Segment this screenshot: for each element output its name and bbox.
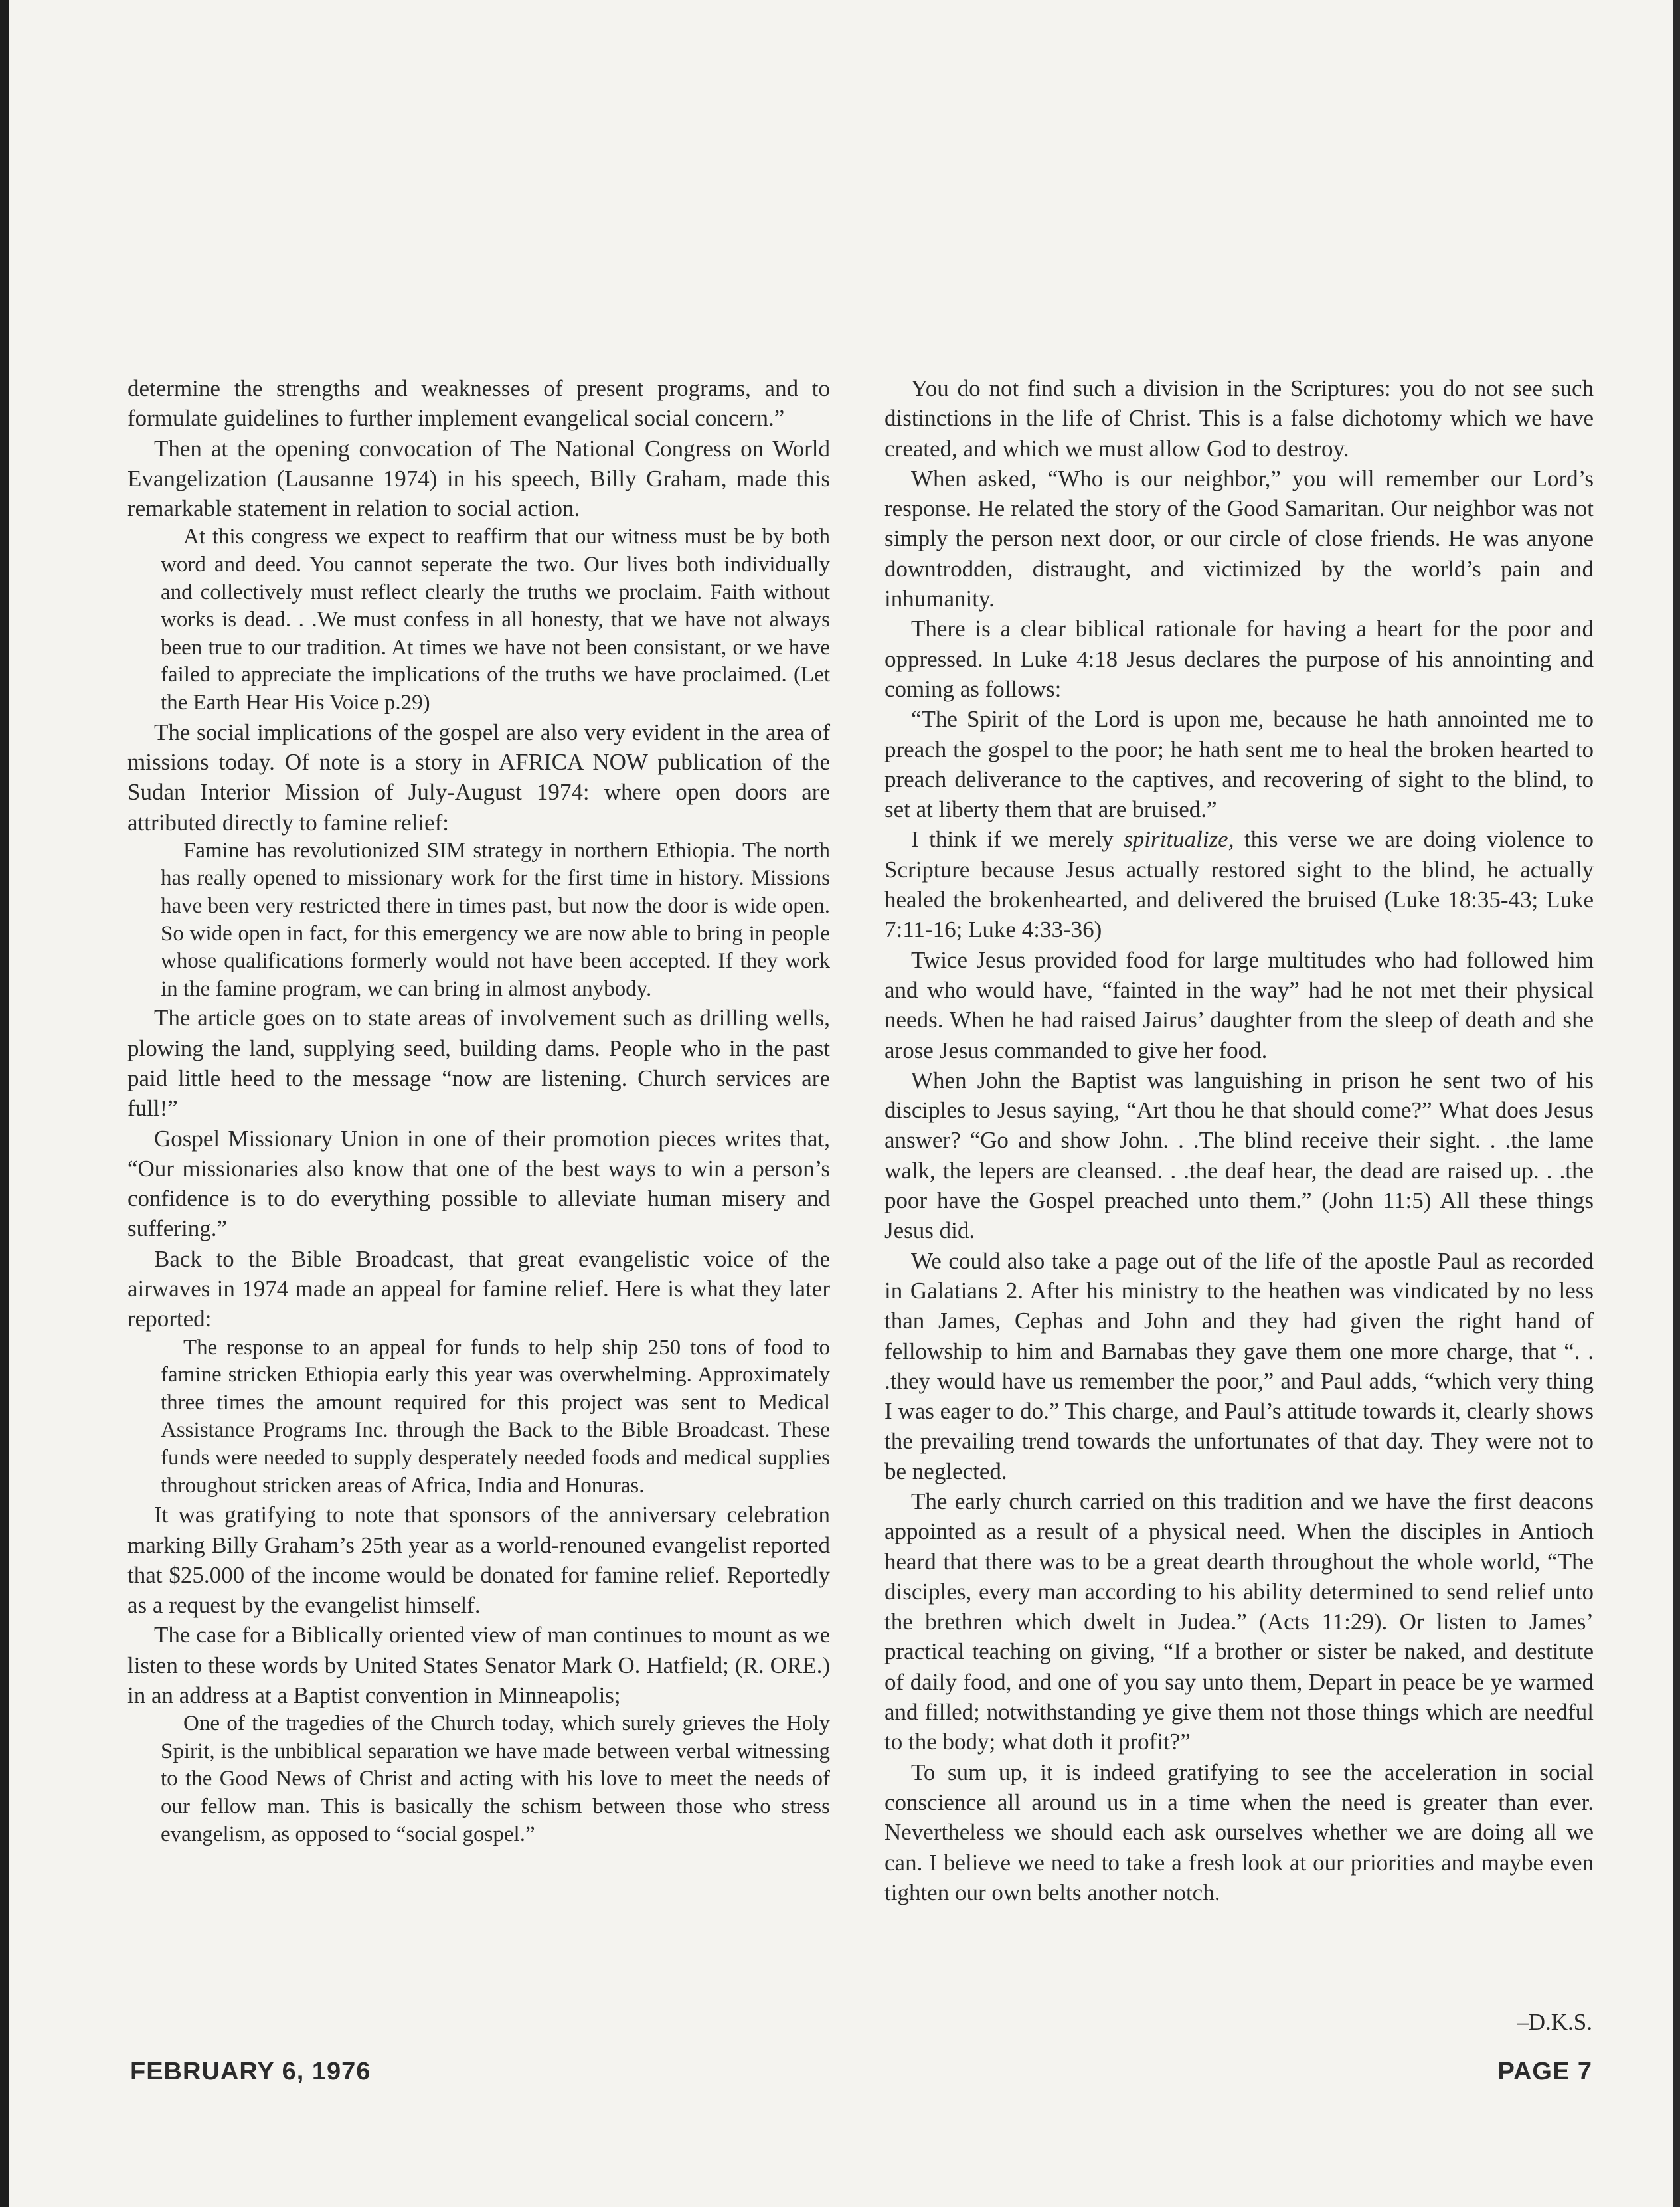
footer-date: FEBRUARY 6, 1976: [130, 2058, 371, 2085]
text-run: I think if we merely: [911, 826, 1124, 853]
paragraph: The early church carried on this tradition and we have the first deacons appointed as a result of a physical need. When the disciples in Antioch heard that there was to be a great dearth throughout the whole world, “The disciples, every man according to his ability determined to send relief unto the brethren which dwelt in Judea.” (Acts 11:29). Or listen to James’ practical teaching on giving, “If a brother or sister be naked, and destitute of daily food, and one of you say unto them, Depart in peace be ye warmed and filled; notwithstanding ye give them not those things which are needful to the body; what doth it profit?”: [884, 1488, 1594, 1755]
paragraph: Twice Jesus provided food for large multitudes who had followed him and who would have, “fainted in the way” had he not met their physical needs. When he had raised Jairus’ daughter from the sleep of death and she arose Jesus commanded to give her food.: [884, 946, 1594, 1063]
footer-page-number: PAGE 7: [1497, 2058, 1592, 2085]
paragraph: [884, 824, 1594, 944]
paragraph: Then at the opening convocation of The National Congress on World Evangelization (Lausanne 1974) in his speech, Billy Graham, made this remarkable statement in relation to social action.: [127, 435, 830, 522]
paragraph: determine the strengths and weaknesses of present programs, and to formulate guidelines to further implement evangelical social concern.”: [127, 375, 830, 432]
paragraph: Gospel Missionary Union in one of their promotion pieces writes that, “Our missionaries also know that one of the best ways to win a person’s confidence is to do everything possible to alleviate human misery and suffering.”: [127, 1125, 830, 1242]
paragraph: When John the Baptist was languishing in prison he sent two of his disciples to Jesus saying, “Art thou he that should come?” What does Jesus answer? “Go and show John. . .The blind receive their sight. . .the lame walk, the lepers are cleansed. . .the deaf hear, the dead are raised up. . .the poor have the Gospel preached unto them.” (John 11:5) All these things Jesus did.: [884, 1067, 1594, 1244]
paragraph: The article goes on to state areas of involvement such as drilling wells, plowing the land, supplying seed, building dams. People who in the past paid little heed to the message “now are listening. Church services are full!”: [127, 1005, 830, 1122]
left-column: [127, 373, 830, 1848]
block-quote-broadcast: The response to an appeal for funds to help ship 250 tons of food to famine stricken Ethiopia early this year was overwhelming. Approximately three times the amount required for this project was sent to Medical Assistance Programs Inc. through the Back to the Bible Broadcast. These funds were needed to supply desperately needed foods and medical supplies throughout stricken areas of Africa, India and Honuras.: [161, 1335, 830, 1498]
paragraph: Back to the Bible Broadcast, that great evangelistic voice of the airwaves in 1974 made an appeal for famine relief. Here is what they later reported:: [127, 1245, 830, 1332]
paragraph: You do not find such a division in the Scriptures: you do not see such distinctions in the life of Christ. This is a false dichotomy which we have created, and which we must allow God to destroy.: [884, 375, 1594, 462]
author-signature: –D.K.S.: [1517, 2009, 1592, 2035]
paragraph: To sum up, it is indeed gratifying to see the acceleration in social conscience all around us in a time when the need is greater than ever. Nevertheless we should each ask ourselves whether we are doing all we can. I believe we need to take a fresh look at our priorities and maybe even tighten our own belts another notch.: [884, 1759, 1594, 1905]
scripture-quote: “The Spirit of the Lord is upon me, because he hath annointed me to preach the gospel to the poor; he hath sent me to heal the broken hearted to preach deliverance to the captives, and recovering of sight to the blind, to set at liberty them that are bruised.”: [884, 706, 1594, 823]
paragraph: We could also take a page out of the life of the apostle Paul as recorded in Galatians 2. After his ministry to the heathen was vindicated by no less than James, Cephas and John and they had given the right hand of fellowship to him and Barnabas they gave them one more charge, that “. . .they would have us remember the poor,” and Paul adds, “which very thing I was eager to do.” This charge, and Paul’s attitude towards it, clearly shows the prevailing trend towards the unfortunates of that day. They were not to be neglected.: [884, 1247, 1594, 1484]
block-quote-sim: Famine has revolutionized SIM strategy in northern Ethiopia. The north has really opened to missionary work for the first time in history. Missions have been very restricted there in times past, but now the door is wide open. So wide open in fact, for this emergency we are now able to bring in people whose qualifications formerly would not have been accepted. If they work in the famine program, we can bring in almost anybody.: [161, 838, 830, 1001]
paragraph: There is a clear biblical rationale for having a heart for the poor and oppressed. In Luke 4:18 Jesus declares the purpose of his annointing and coming as follows:: [884, 616, 1594, 702]
text-run: this verse we are doing violence to Scripture because Jesus actually restored sight to the blind, he actually healed the brokenhearted, and delivered the bruised (Luke 18:35-43; Luke 7:11-16; Luke 4:33-36): [884, 826, 1594, 943]
paragraph: The case for a Biblically oriented view of man continues to mount as we listen to these words by United States Senator Mark O. Hatfield; (R. ORE.) in an address at a Baptist convention in Minneapolis;: [127, 1622, 830, 1708]
block-quote-graham: At this congress we expect to reaffirm that our witness must be by both word and deed. You cannot seperate the two. Our lives both individually and collectively must reflect clearly the truths we proclaim. Faith without works is dead. . .We must confess in all honesty, that we have not always been true to our tradition. At times we have not been consistant, or we have failed to appreciate the implications of the truths we have proclaimed. (Let the Earth Hear His Voice p.29): [161, 525, 830, 715]
paragraph: The social implications of the gospel are also very evident in the area of missions today. Of note is a story in AFRICA NOW publication of the Sudan Interior Mission of July-August 1974: where open doors are attributed directly to famine relief:: [127, 719, 830, 836]
italic-word: spiritualize,: [1124, 826, 1234, 853]
right-column: [884, 373, 1594, 1907]
paragraph: When asked, “Who is our neighbor,” you will remember our Lord’s response. He related the story of the Good Samaritan. Our neighbor was not simply the person next door, or our circle of close friends. He was anyone downtrodden, distraught, and victimized by the world’s pain and inhumanity.: [884, 465, 1594, 612]
block-quote-hatfield: One of the tragedies of the Church today, which surely grieves the Holy Spirit, is the unbiblical separation we have made between verbal witnessing to the Good News of Christ and acting with his love to meet the needs of our fellow man. This is basically the schism between those who stress evangelism, as opposed to “social gospel.”: [161, 1712, 830, 1846]
paragraph: It was gratifying to note that sponsors of the anniversary celebration marking Billy Graham’s 25th year as a world-renouned evangelist reported that $25.000 of the income would be donated for famine relief. Reportedly as a request by the evangelist himself.: [127, 1502, 830, 1619]
